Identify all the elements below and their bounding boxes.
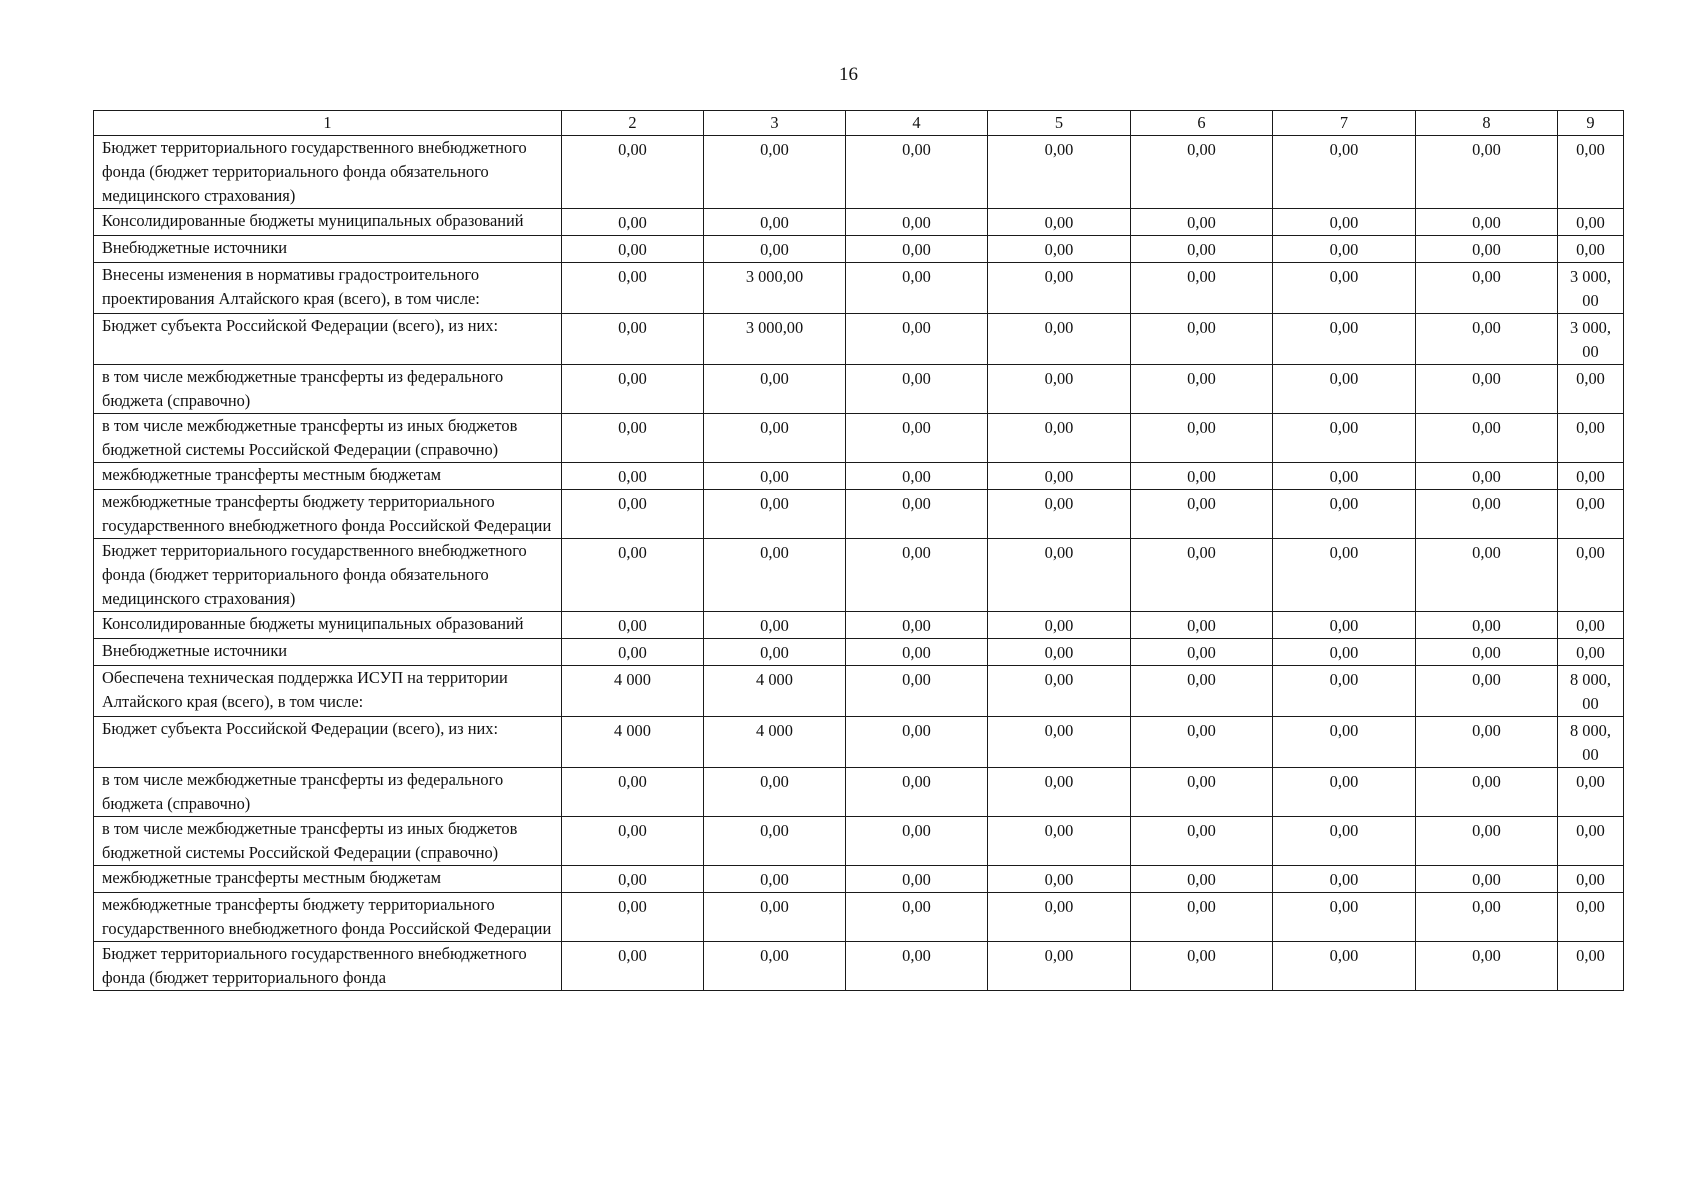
value-cell: 0,00 bbox=[1273, 463, 1416, 490]
value-cell: 0,00 bbox=[1416, 209, 1558, 236]
value-cell: 0,00 bbox=[988, 490, 1131, 539]
row-label: в том числе межбюджетные трансферты из федерального бюджета (справочно) bbox=[94, 768, 562, 817]
value-cell: 0,00 bbox=[1273, 717, 1416, 768]
value-cell: 0,00 bbox=[562, 414, 704, 463]
value-cell: 0,00 bbox=[846, 236, 988, 263]
table-row bbox=[94, 236, 1624, 263]
value-cell: 0,00 bbox=[1558, 209, 1624, 236]
value-cell: 0,00 bbox=[704, 209, 846, 236]
value-cell: 0,00 bbox=[1131, 666, 1273, 717]
value-cell: 0,00 bbox=[1273, 236, 1416, 263]
value-cell: 0,00 bbox=[1273, 817, 1416, 866]
value-cell: 0,00 bbox=[1131, 463, 1273, 490]
value-cell: 0,00 bbox=[988, 314, 1131, 365]
value-cell: 0,00 bbox=[562, 942, 704, 991]
value-cell: 0,00 bbox=[704, 817, 846, 866]
value-cell: 0,00 bbox=[988, 612, 1131, 639]
table-row bbox=[94, 490, 1624, 539]
table-row bbox=[94, 209, 1624, 236]
value-cell: 0,00 bbox=[562, 136, 704, 209]
value-cell: 4 000 bbox=[562, 717, 704, 768]
value-cell: 0,00 bbox=[1558, 136, 1624, 209]
table-row bbox=[94, 866, 1624, 893]
row-label: Консолидированные бюджеты муниципальных образований bbox=[94, 209, 562, 236]
value-cell: 0,00 bbox=[1131, 209, 1273, 236]
value-cell: 0,00 bbox=[988, 817, 1131, 866]
value-cell: 0,00 bbox=[1416, 414, 1558, 463]
value-cell: 0,00 bbox=[562, 817, 704, 866]
value-cell: 0,00 bbox=[1416, 365, 1558, 414]
row-label: Обеспечена техническая поддержка ИСУП на территории Алтайского края (всего), в том числе: bbox=[94, 666, 562, 717]
value-cell: 0,00 bbox=[1131, 539, 1273, 612]
value-cell: 0,00 bbox=[1273, 209, 1416, 236]
table-row bbox=[94, 817, 1624, 866]
value-cell: 0,00 bbox=[704, 365, 846, 414]
table-row bbox=[94, 639, 1624, 666]
table-row bbox=[94, 365, 1624, 414]
value-cell: 0,00 bbox=[1416, 666, 1558, 717]
value-cell: 8 000, 00 bbox=[1558, 666, 1624, 717]
table-row bbox=[94, 768, 1624, 817]
value-cell: 0,00 bbox=[988, 639, 1131, 666]
table-row bbox=[94, 263, 1624, 314]
value-cell: 0,00 bbox=[1416, 463, 1558, 490]
row-label: межбюджетные трансферты бюджету территориального государственного внебюджетного фонда Российской Федерации bbox=[94, 490, 562, 539]
row-label: Внесены изменения в нормативы градостроительного проектирования Алтайского края (всего), в том числе: bbox=[94, 263, 562, 314]
value-cell: 0,00 bbox=[1416, 893, 1558, 942]
value-cell: 4 000 bbox=[704, 717, 846, 768]
value-cell: 0,00 bbox=[562, 314, 704, 365]
value-cell: 0,00 bbox=[1273, 414, 1416, 463]
value-cell: 0,00 bbox=[846, 314, 988, 365]
value-cell: 0,00 bbox=[988, 463, 1131, 490]
value-cell: 0,00 bbox=[704, 866, 846, 893]
value-cell: 0,00 bbox=[704, 942, 846, 991]
table-row bbox=[94, 414, 1624, 463]
value-cell: 0,00 bbox=[1558, 414, 1624, 463]
value-cell: 0,00 bbox=[1131, 236, 1273, 263]
row-label: Бюджет субъекта Российской Федерации (всего), из них: bbox=[94, 717, 562, 768]
value-cell: 0,00 bbox=[1416, 717, 1558, 768]
column-header: 6 bbox=[1131, 111, 1273, 136]
value-cell: 0,00 bbox=[562, 893, 704, 942]
value-cell: 0,00 bbox=[1558, 463, 1624, 490]
value-cell: 0,00 bbox=[704, 136, 846, 209]
row-label: межбюджетные трансферты бюджету территориального государственного внебюджетного фонда Российской Федерации bbox=[94, 893, 562, 942]
value-cell: 0,00 bbox=[988, 866, 1131, 893]
page-number: 16 bbox=[839, 64, 858, 85]
value-cell: 0,00 bbox=[562, 365, 704, 414]
value-cell: 0,00 bbox=[846, 717, 988, 768]
value-cell: 0,00 bbox=[1416, 263, 1558, 314]
value-cell: 0,00 bbox=[1416, 236, 1558, 263]
value-cell: 0,00 bbox=[562, 236, 704, 263]
value-cell: 0,00 bbox=[704, 539, 846, 612]
value-cell: 0,00 bbox=[1273, 612, 1416, 639]
value-cell: 0,00 bbox=[1558, 490, 1624, 539]
value-cell: 0,00 bbox=[1131, 866, 1273, 893]
value-cell: 0,00 bbox=[1558, 893, 1624, 942]
value-cell: 0,00 bbox=[1416, 136, 1558, 209]
value-cell: 0,00 bbox=[988, 365, 1131, 414]
value-cell: 0,00 bbox=[704, 490, 846, 539]
table-row bbox=[94, 942, 1624, 991]
column-header: 5 bbox=[988, 111, 1131, 136]
column-header: 8 bbox=[1416, 111, 1558, 136]
value-cell: 0,00 bbox=[562, 209, 704, 236]
value-cell: 0,00 bbox=[1131, 639, 1273, 666]
value-cell: 0,00 bbox=[846, 463, 988, 490]
table-row bbox=[94, 463, 1624, 490]
value-cell: 0,00 bbox=[1416, 866, 1558, 893]
table-row bbox=[94, 539, 1624, 612]
value-cell: 0,00 bbox=[846, 136, 988, 209]
value-cell: 0,00 bbox=[562, 263, 704, 314]
value-cell: 0,00 bbox=[988, 942, 1131, 991]
table-row bbox=[94, 136, 1624, 209]
table-row bbox=[94, 612, 1624, 639]
value-cell: 0,00 bbox=[988, 236, 1131, 263]
value-cell: 0,00 bbox=[704, 612, 846, 639]
value-cell: 0,00 bbox=[846, 768, 988, 817]
row-label: в том числе межбюджетные трансферты из иных бюджетов бюджетной системы Российской Федерации (справочно) bbox=[94, 817, 562, 866]
value-cell: 0,00 bbox=[1273, 768, 1416, 817]
row-label: Внебюджетные источники bbox=[94, 236, 562, 263]
value-cell: 0,00 bbox=[562, 768, 704, 817]
value-cell: 0,00 bbox=[1558, 236, 1624, 263]
value-cell: 0,00 bbox=[1558, 768, 1624, 817]
value-cell: 0,00 bbox=[1558, 539, 1624, 612]
budget-table bbox=[93, 110, 1624, 991]
value-cell: 0,00 bbox=[562, 866, 704, 893]
value-cell: 0,00 bbox=[1273, 893, 1416, 942]
value-cell: 0,00 bbox=[846, 639, 988, 666]
table-row bbox=[94, 314, 1624, 365]
value-cell: 0,00 bbox=[1131, 365, 1273, 414]
table-body bbox=[94, 136, 1624, 991]
value-cell: 0,00 bbox=[1131, 612, 1273, 639]
table-row bbox=[94, 666, 1624, 717]
value-cell: 0,00 bbox=[1273, 490, 1416, 539]
value-cell: 0,00 bbox=[846, 942, 988, 991]
value-cell: 0,00 bbox=[1416, 490, 1558, 539]
value-cell: 0,00 bbox=[846, 612, 988, 639]
value-cell: 0,00 bbox=[704, 893, 846, 942]
value-cell: 0,00 bbox=[988, 136, 1131, 209]
value-cell: 0,00 bbox=[988, 717, 1131, 768]
value-cell: 0,00 bbox=[1273, 639, 1416, 666]
row-label: в том числе межбюджетные трансферты из федерального бюджета (справочно) bbox=[94, 365, 562, 414]
value-cell: 0,00 bbox=[1273, 942, 1416, 991]
value-cell: 0,00 bbox=[1558, 817, 1624, 866]
row-label: в том числе межбюджетные трансферты из иных бюджетов бюджетной системы Российской Федерации (справочно) bbox=[94, 414, 562, 463]
value-cell: 0,00 bbox=[562, 639, 704, 666]
value-cell: 0,00 bbox=[846, 666, 988, 717]
value-cell: 0,00 bbox=[1416, 539, 1558, 612]
value-cell: 0,00 bbox=[704, 768, 846, 817]
value-cell: 0,00 bbox=[1416, 612, 1558, 639]
value-cell: 0,00 bbox=[846, 209, 988, 236]
value-cell: 0,00 bbox=[1416, 314, 1558, 365]
value-cell: 0,00 bbox=[562, 463, 704, 490]
value-cell: 0,00 bbox=[1416, 768, 1558, 817]
value-cell: 0,00 bbox=[1131, 717, 1273, 768]
column-header: 3 bbox=[704, 111, 846, 136]
value-cell: 4 000 bbox=[562, 666, 704, 717]
value-cell: 0,00 bbox=[1131, 263, 1273, 314]
value-cell: 0,00 bbox=[846, 539, 988, 612]
column-header: 1 bbox=[94, 111, 562, 136]
value-cell: 0,00 bbox=[1558, 365, 1624, 414]
value-cell: 0,00 bbox=[1131, 136, 1273, 209]
column-header: 4 bbox=[846, 111, 988, 136]
value-cell: 0,00 bbox=[1273, 539, 1416, 612]
value-cell: 0,00 bbox=[988, 893, 1131, 942]
table-header bbox=[94, 111, 1624, 136]
value-cell: 0,00 bbox=[1131, 314, 1273, 365]
value-cell: 3 000,00 bbox=[704, 263, 846, 314]
value-cell: 0,00 bbox=[988, 666, 1131, 717]
value-cell: 0,00 bbox=[562, 612, 704, 639]
value-cell: 0,00 bbox=[988, 209, 1131, 236]
value-cell: 0,00 bbox=[562, 539, 704, 612]
value-cell: 0,00 bbox=[1416, 639, 1558, 666]
row-label: Консолидированные бюджеты муниципальных образований bbox=[94, 612, 562, 639]
column-header: 2 bbox=[562, 111, 704, 136]
value-cell: 0,00 bbox=[1131, 768, 1273, 817]
value-cell: 0,00 bbox=[1131, 893, 1273, 942]
row-label: Бюджет субъекта Российской Федерации (всего), из них: bbox=[94, 314, 562, 365]
row-label: Бюджет территориального государственного внебюджетного фонда (бюджет территориального фонда обязательного медицинского страхования) bbox=[94, 539, 562, 612]
value-cell: 0,00 bbox=[846, 365, 988, 414]
value-cell: 0,00 bbox=[1131, 490, 1273, 539]
value-cell: 3 000, 00 bbox=[1558, 263, 1624, 314]
row-label: межбюджетные трансферты местным бюджетам bbox=[94, 463, 562, 490]
row-label: Бюджет территориального государственного внебюджетного фонда (бюджет территориального фонда обязательного медицинского страхования) bbox=[94, 136, 562, 209]
value-cell: 8 000, 00 bbox=[1558, 717, 1624, 768]
value-cell: 4 000 bbox=[704, 666, 846, 717]
value-cell: 0,00 bbox=[1416, 817, 1558, 866]
value-cell: 0,00 bbox=[988, 768, 1131, 817]
value-cell: 0,00 bbox=[1558, 942, 1624, 991]
value-cell: 0,00 bbox=[1273, 136, 1416, 209]
value-cell: 0,00 bbox=[846, 263, 988, 314]
value-cell: 0,00 bbox=[846, 490, 988, 539]
value-cell: 0,00 bbox=[1558, 639, 1624, 666]
value-cell: 0,00 bbox=[1273, 365, 1416, 414]
value-cell: 0,00 bbox=[704, 236, 846, 263]
value-cell: 0,00 bbox=[704, 639, 846, 666]
value-cell: 0,00 bbox=[988, 414, 1131, 463]
value-cell: 0,00 bbox=[1273, 263, 1416, 314]
value-cell: 0,00 bbox=[1131, 817, 1273, 866]
column-header: 9 bbox=[1558, 111, 1624, 136]
value-cell: 0,00 bbox=[1131, 414, 1273, 463]
value-cell: 0,00 bbox=[1558, 866, 1624, 893]
table-row bbox=[94, 717, 1624, 768]
row-label: Бюджет территориального государственного внебюджетного фонда (бюджет территориального фонда bbox=[94, 942, 562, 991]
value-cell: 0,00 bbox=[1558, 612, 1624, 639]
value-cell: 0,00 bbox=[704, 414, 846, 463]
value-cell: 0,00 bbox=[1273, 866, 1416, 893]
value-cell: 3 000,00 bbox=[704, 314, 846, 365]
value-cell: 0,00 bbox=[846, 866, 988, 893]
value-cell: 0,00 bbox=[562, 490, 704, 539]
value-cell: 0,00 bbox=[704, 463, 846, 490]
column-header: 7 bbox=[1273, 111, 1416, 136]
row-label: межбюджетные трансферты местным бюджетам bbox=[94, 866, 562, 893]
header-row bbox=[94, 111, 1624, 136]
value-cell: 0,00 bbox=[1416, 942, 1558, 991]
value-cell: 0,00 bbox=[1131, 942, 1273, 991]
value-cell: 0,00 bbox=[846, 414, 988, 463]
value-cell: 0,00 bbox=[1273, 666, 1416, 717]
table-row bbox=[94, 893, 1624, 942]
value-cell: 0,00 bbox=[846, 817, 988, 866]
value-cell: 0,00 bbox=[846, 893, 988, 942]
value-cell: 3 000, 00 bbox=[1558, 314, 1624, 365]
value-cell: 0,00 bbox=[988, 539, 1131, 612]
row-label: Внебюджетные источники bbox=[94, 639, 562, 666]
value-cell: 0,00 bbox=[988, 263, 1131, 314]
value-cell: 0,00 bbox=[1273, 314, 1416, 365]
